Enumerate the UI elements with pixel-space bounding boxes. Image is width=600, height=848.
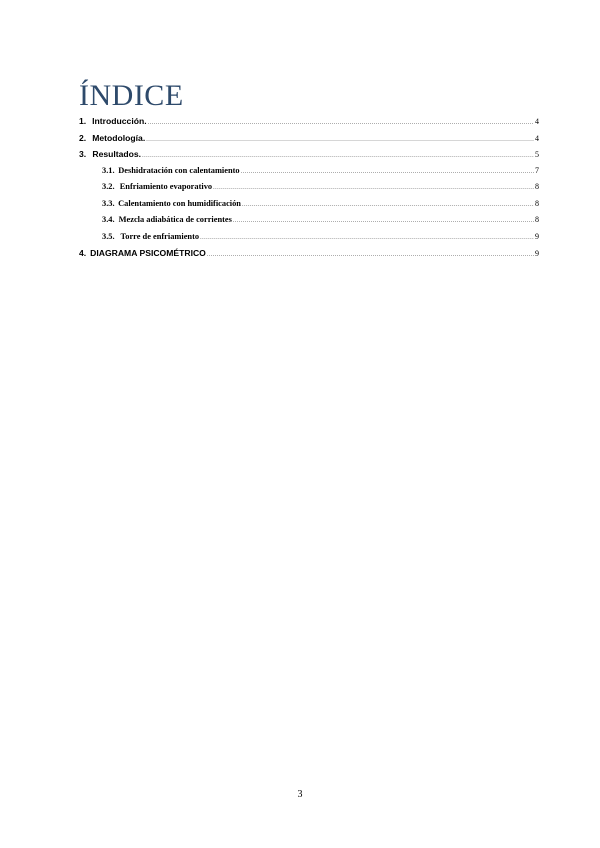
toc-leader-dots xyxy=(241,169,534,175)
toc-entry-label: Metodología. xyxy=(92,132,146,143)
toc-entry-label: Enfriamiento evaporativo xyxy=(119,182,213,191)
toc-entry-label: Introducción. xyxy=(92,116,147,126)
toc-entry-label: Torre de enfriamiento xyxy=(120,231,200,241)
toc-entry-label: Calentamiento con humidificación xyxy=(118,198,241,208)
toc-entry-page: 9 xyxy=(535,249,539,258)
toc-entry-page: 7 xyxy=(535,165,539,175)
toc-leader-dots xyxy=(242,202,534,208)
toc-entry-mezcla-adiabatica[interactable] xyxy=(79,215,539,232)
toc-entry-page: 5 xyxy=(535,150,539,159)
toc-entry-number: 3. xyxy=(79,149,87,159)
toc-entry-page: 8 xyxy=(535,198,539,208)
toc-entry-resultados[interactable] xyxy=(79,149,539,166)
toc-entry-number: 1. xyxy=(79,116,87,126)
toc-entry-page: 4 xyxy=(535,117,539,126)
toc-entry-number: 3.3. xyxy=(102,198,115,208)
page-number: 3 xyxy=(297,789,303,800)
toc-entry-torre-enfriamiento[interactable] xyxy=(79,232,539,249)
toc-entry-label: Mezcla adiabática de corrientes xyxy=(118,215,232,224)
toc-entry-metodologia[interactable] xyxy=(79,133,539,150)
toc-entry-number: 3.2. xyxy=(102,182,115,191)
toc-entry-calentamiento-humidificacion[interactable] xyxy=(79,199,539,216)
toc-entry-number: 3.1. xyxy=(102,165,115,175)
toc-leader-dots xyxy=(207,252,534,258)
toc-leader-dots xyxy=(148,120,534,126)
toc-entry-introduccion[interactable] xyxy=(79,116,539,133)
toc-entry-enfriamiento-evaporativo[interactable] xyxy=(79,182,539,199)
toc-entry-deshidratacion[interactable] xyxy=(79,166,539,183)
toc-entry-page: 8 xyxy=(535,215,539,224)
table-of-contents xyxy=(79,116,539,265)
toc-entry-number: 2. xyxy=(79,132,87,143)
toc-entry-label: Deshidratación con calentamiento xyxy=(118,165,240,175)
toc-leader-dots xyxy=(200,235,534,241)
toc-entry-number: 4. xyxy=(79,248,87,258)
toc-entry-page: 8 xyxy=(535,182,539,191)
toc-leader-dots xyxy=(146,137,534,143)
toc-leader-dots xyxy=(233,218,534,224)
toc-entry-diagrama-psicometrico[interactable] xyxy=(79,248,539,265)
toc-entry-number: 3.4. xyxy=(102,215,115,224)
toc-leader-dots xyxy=(213,185,534,191)
toc-entry-page: 4 xyxy=(535,133,539,143)
toc-leader-dots xyxy=(142,153,534,159)
toc-entry-label: Resultados. xyxy=(92,149,142,159)
toc-entry-number: 3.5. xyxy=(102,231,115,241)
toc-entry-label: DIAGRAMA PSICOMÉTRICO xyxy=(90,248,206,258)
page-title: ÍNDICE xyxy=(79,79,184,112)
toc-entry-page: 9 xyxy=(535,231,539,241)
